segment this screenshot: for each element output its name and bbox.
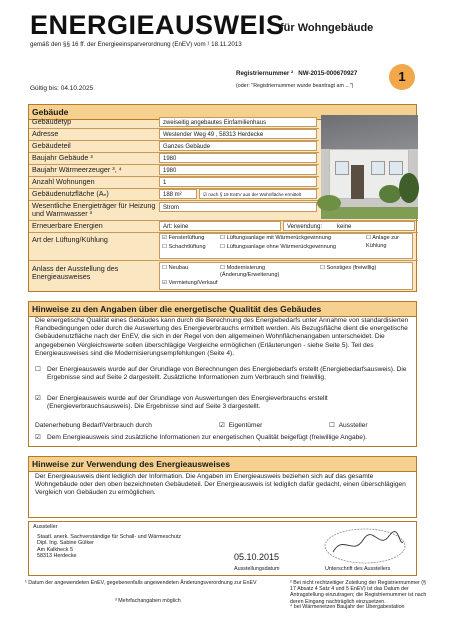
- checkbox-unchecked: ☐: [35, 366, 41, 373]
- aussteller-line: 58313 Herdecke: [37, 553, 77, 560]
- aussteller-line: Dipl. Ing. Sabine Gülker: [37, 540, 94, 547]
- law-reference: gemäß den §§ 16 ff. der Energieeinsparverordnung (EnEV) vom ¹ 18.11.2013: [30, 41, 242, 48]
- option-sonstiges: [320, 265, 376, 272]
- option-label: Aussteller: [338, 422, 368, 429]
- option-modernisierung: [220, 265, 312, 279]
- photo-window: [389, 161, 403, 175]
- value-erneuerbar-verwendung: [283, 221, 415, 231]
- footnote-1: ¹ Datum der angewendeten EnEV, gegebenenfalls angewendeten Änderungsverordnung zur EnEV: [25, 580, 257, 586]
- value-baujahr-waermeerzeuger: 1980: [159, 165, 317, 175]
- document-subtitle: für Wohngebäude: [280, 22, 374, 34]
- signature-label: Unterschrift des Ausstellers: [325, 566, 391, 572]
- option-verbrauchsausweis: Der Energieausweis wurde auf der Grundlage von Auswertungen des Energieverbrauchs erstellt (Energieverbrauchsausweis). Die Ergebnisse sind auf Seite 3 dargestellt.: [47, 395, 328, 411]
- photo-roof: [321, 115, 418, 149]
- option-kuehlung: [366, 235, 412, 250]
- nutzflaeche-note: [199, 189, 317, 199]
- value-gebaeudetyp: zweiseitig angebautes Einfamilienhaus: [159, 117, 317, 127]
- photo-bush: [399, 173, 419, 203]
- checkbox-checked: ☑: [219, 422, 225, 429]
- checkbox-unchecked: ☐: [220, 235, 226, 241]
- option-label: Anlage zur Kühlung: [366, 235, 400, 249]
- verwendung-value: keine: [337, 224, 352, 230]
- option-bedarfsausweis: Der Energieausweis wurde auf der Grundlage von Berechnungen des Energiebedarfs erstellt (Energiebedarfsausweis). Die Ergebnisse sind auf Seite 2 dargestellt. Zusätzliche Informationen zum Verbrauch sind freiwillig.: [47, 366, 407, 382]
- option-label: Lüftungsanlage ohne Wärmerückgewinnung: [226, 244, 337, 250]
- hinweise-verwendung-section: [28, 456, 417, 518]
- option-label: Neubau: [168, 265, 189, 271]
- label-nutzflaeche: Gebäudenutzfläche (Aₙ): [32, 189, 109, 198]
- option-lueftung-mit-wrg: [220, 235, 331, 243]
- value-energietraeger: Strom: [159, 202, 317, 212]
- photo-window: [335, 161, 349, 175]
- hinweise-qualitaet-heading: Hinweise zu den Angaben über die energetische Qualität des Gebäudes: [29, 302, 416, 317]
- option-label: Sonstiges (freiwillig): [326, 265, 377, 271]
- signature-stamp: [319, 526, 411, 566]
- option-label: Fensterlüftung: [168, 235, 205, 241]
- footnote-4: ⁴ bei Wärmenetzen Baujahr der Übergabestation: [290, 604, 405, 610]
- hinweise-qualitaet-section: [28, 301, 417, 447]
- label-gebaeudetyp: Gebäudetyp: [32, 117, 72, 126]
- aussteller-section: [28, 521, 417, 576]
- checkbox-checked: ☑: [35, 434, 41, 441]
- registration-value: NW-2015-000670927: [298, 70, 358, 77]
- option-zusatzinfo: Dem Energieausweis sind zusätzliche Informationen zur energetischen Qualität beigefügt (freiwillige Angabe).: [47, 434, 367, 441]
- registration-note: (oder: "Registriernummer wurde beantragt am ..."): [236, 83, 354, 89]
- label-anlass: Anlass der Ausstellung des Energieausweises: [32, 264, 119, 282]
- anlass-options: [159, 262, 413, 290]
- photo-bush: [379, 185, 401, 203]
- label-adresse: Adresse: [32, 129, 59, 138]
- divider: [29, 260, 418, 261]
- option-vermietung: [162, 280, 217, 287]
- checkbox-unchecked: ☐: [162, 265, 168, 271]
- hinweise-verwendung-heading: Hinweise zur Verwendung des Energieausweises: [29, 457, 416, 472]
- ausstellungsdatum-label: Ausstellungsdatum: [234, 566, 280, 572]
- ausstellungsdatum: 05.10.2015: [234, 552, 280, 562]
- value-erneuerbar-art: Art: keine: [159, 221, 281, 231]
- checkbox-checked: ☑: [162, 235, 168, 241]
- label-baujahr-gebaeude: Baujahr Gebäude ³: [32, 153, 93, 162]
- photo-bush: [317, 195, 341, 211]
- value-baujahr-gebaeude: 1980: [159, 153, 317, 163]
- hinweise-qualitaet-text: Die energetische Qualität eines Gebäudes kann durch die Berechnung des Energiebedarfs unter Annahme von standardisierten Randbedingungen oder durch die Auswertung des Energieverbrauchs ermittelt werden. Als Bezugsfläche dient die energetische Gebäudenutzfläche nach der EnEV, die sich in der Regel von den allgemeinen Wohnflächenangaben unterscheidet. Die angegebenen Vergleichswerte sollen überschlägige Vergleiche ermöglichen (Erläuterungen - siehe Seite 5). Teil des Energieausweises sind die Modernisierungsempfehlungen (Seite 4).: [35, 317, 409, 357]
- checkbox-unchecked: ☐: [320, 265, 326, 271]
- option-label: Schachtlüftung: [168, 244, 206, 250]
- registration-number: [236, 70, 357, 77]
- option-lueftung-ohne-wrg: [220, 244, 336, 252]
- label-gebaeudeteil: Gebäudeteil: [32, 141, 71, 150]
- footnote-3: ³ Mehrfachangaben möglich: [115, 598, 181, 604]
- option-neubau: [162, 265, 188, 272]
- footnote-2: ² Bei nicht rechtzeitiger Zuteilung der Registriernummer (§ 17 Absatz 4 Satz 4 und 5 EnEV) ist das Datum der Antragstellung einzutragen; die Registriernummer ist nach deren Eingang nachträglich einzusetzen.: [290, 580, 427, 605]
- photo-window: [371, 161, 385, 175]
- option-schachtlueftung: [162, 244, 206, 252]
- label-baujahr-waermeerzeuger: Baujahr Wärmeerzeuger ³, ⁴: [32, 165, 122, 174]
- option-aussteller: [329, 422, 409, 430]
- datenerhebung-label: Datenerhebung Bedarf/Verbrauch durch: [35, 422, 152, 429]
- photo-door: [351, 165, 364, 199]
- gebaeude-section: [28, 104, 417, 292]
- checkbox-unchecked: ☐: [366, 235, 372, 241]
- nutzflaeche-note-text: nach § 19 EnEV aus der Wohnfläche ermittelt: [208, 192, 302, 197]
- checkbox-unchecked: ☐: [329, 422, 335, 429]
- checkbox-checked: ☑: [203, 192, 208, 197]
- checkbox-unchecked: ☐: [220, 265, 226, 271]
- registration-label: Registriernummer ²: [236, 70, 294, 77]
- option-fensterlueftung: [162, 235, 204, 243]
- building-photo: [321, 115, 418, 219]
- option-label: Modernisierung (Änderung/Erweiterung): [220, 265, 280, 279]
- page-number-badge: 1: [389, 64, 415, 90]
- value-gebaeudeteil: Ganzes Gebäude: [159, 141, 317, 151]
- verwendung-label: Verwendung:: [287, 224, 323, 230]
- valid-until: Gültig bis: 04.10.2025: [30, 85, 94, 92]
- lueftung-options: [159, 233, 413, 259]
- label-anzahl-wohnungen: Anzahl Wohnungen: [32, 177, 95, 186]
- option-label: Lüftungsanlage mit Wärmerückgewinnung: [226, 235, 332, 241]
- option-label: Vermietung/Verkauf: [168, 280, 218, 286]
- aussteller-label: Aussteller: [33, 524, 58, 530]
- option-label: Eigentümer: [228, 422, 263, 429]
- label-erneuerbar: Erneuerbare Energien: [32, 221, 103, 230]
- checkbox-unchecked: ☐: [162, 244, 168, 250]
- label-lueftung: Art der Lüftung/Kühlung: [32, 235, 108, 244]
- aussteller-address: [37, 534, 181, 560]
- value-nutzflaeche: 188 m²: [159, 189, 197, 199]
- value-anzahl-wohnungen: 1: [159, 177, 317, 187]
- document-title: ENERGIEAUSWEIS: [30, 10, 285, 40]
- aussteller-line: Staatl. anerk. Sachverständige für Schall- und Wärmeschutz: [37, 534, 182, 540]
- checkbox-checked: ☑: [162, 280, 168, 286]
- checkbox-checked: ☑: [35, 395, 41, 402]
- option-eigentuemer: [219, 422, 299, 430]
- value-adresse: Westender Weg 49 , 58313 Herdecke: [159, 129, 317, 139]
- label-energietraeger: Wesentliche Energieträger für Heizung und Warmwasser ³: [32, 201, 156, 219]
- checkbox-unchecked: ☐: [220, 244, 226, 250]
- aussteller-line: Am Kalkheck 5: [37, 546, 73, 553]
- hinweise-verwendung-text: Der Energieausweis dient lediglich der Information. Die Angaben im Energieausweis beziehen sich auf das gesamte Wohngebäude oder den oben bezeichneten Gebäudeteil. Der Energieausweis ist lediglich dafür gedacht, einen überschlägigen Vergleich von Gebäuden zu ermöglichen.: [35, 473, 406, 497]
- gebaeude-heading: Gebäude: [29, 105, 416, 120]
